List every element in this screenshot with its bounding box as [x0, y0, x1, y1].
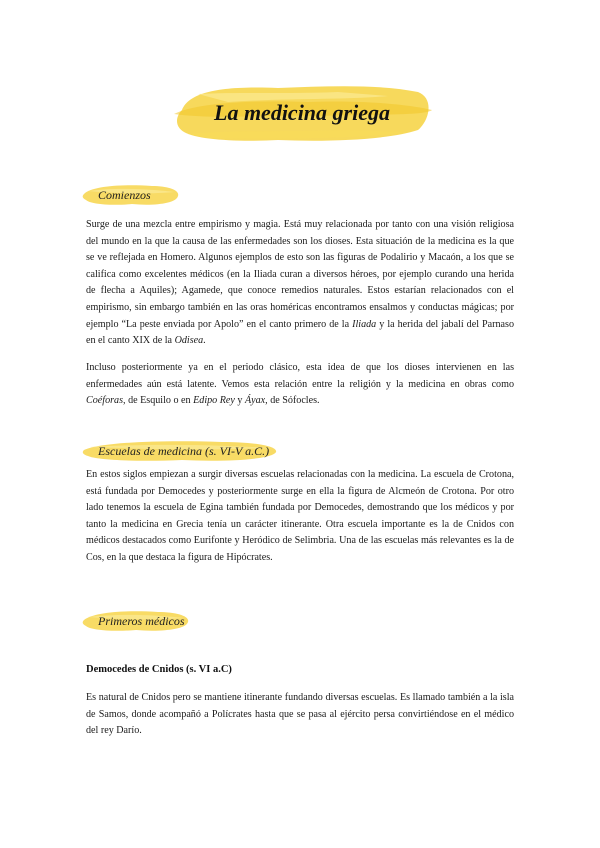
- page-title: La medicina griega: [214, 100, 390, 125]
- section-title: Comienzos: [98, 188, 151, 202]
- paragraph-escuelas-1: En estos siglos empiezan a surgir diversas escuelas relacionadas con la medicina. La escuela de Crotona, está fundada por Democedes y posteriormente surge en ella la figura de Alcmeón de Crotona. Por otro lado tenemos la escuela de Egina también fundada por Democedes, demostrando que los médicos y por tanto la medicina en Grecia tenía un carácter itinerante. Otra escuela importante es la de Cnidos con médicos destacados como Eurifonte y Heródico de Selimbria. Una de las escuelas más relevantes es la de Cos, en la que destaca la figura de Hipócrates.: [86, 469, 514, 563]
- paragraph-comienzos-1: Surge de una mezcla entre empirismo y magia. Está muy relacionada por tanto con una visión religiosa del mundo en la que la causa de las enfermedades son los dioses. Esta situación de la medicina es la que se ve reflejada en Homero. Algunos ejemplos de esto son las figuras de Podalirio y Macaón, a los que se califica como excelentes médicos (en la Iliada curan a diversos héroes, por ejemplo curando una herida de flecha a Aquiles); Agamede, que conoce remedios naturales. Estos estarían relacionados con el empirismo, sin embargo también en las oras homéricas encontramos ensalmos y conductas mágicas; por ejemplo “La peste enviada por Apolo” en el canto primero de la Iliada y la herida del jabalí del Parnaso en el canto XIX de la Odisea.: [86, 219, 514, 347]
- paragraph-comienzos-2: Incluso posteriormente ya en el periodo clásico, esta idea de que los dioses intervienen en las enfermedades aún está latente. Vemos esta relación entre la religión y la medicina en obras como Coéforas, de Esquilo o en Edipo Rey y Áyax, de Sófocles.: [86, 362, 514, 407]
- title-banner: [168, 80, 436, 146]
- paragraph-democedes: Es natural de Cnidos pero se mantiene itinerante fundando diversas escuelas. Es llamado también a la isla de Samos, donde acompañó a Polícrates hasta que se pasa al ejército persa convirtiéndose en el médico del rey Darío.: [86, 692, 514, 737]
- section-heading-escuelas: [82, 436, 282, 466]
- section-heading-primeros: [82, 606, 192, 636]
- subheading-democedes: Democedes de Cnidos (s. VI a.C): [86, 664, 232, 675]
- section-title: Primeros médicos: [98, 614, 185, 628]
- section-heading-comienzos: [82, 180, 182, 210]
- section-title: Escuelas de medicina (s. VI-V a.C.): [98, 444, 270, 458]
